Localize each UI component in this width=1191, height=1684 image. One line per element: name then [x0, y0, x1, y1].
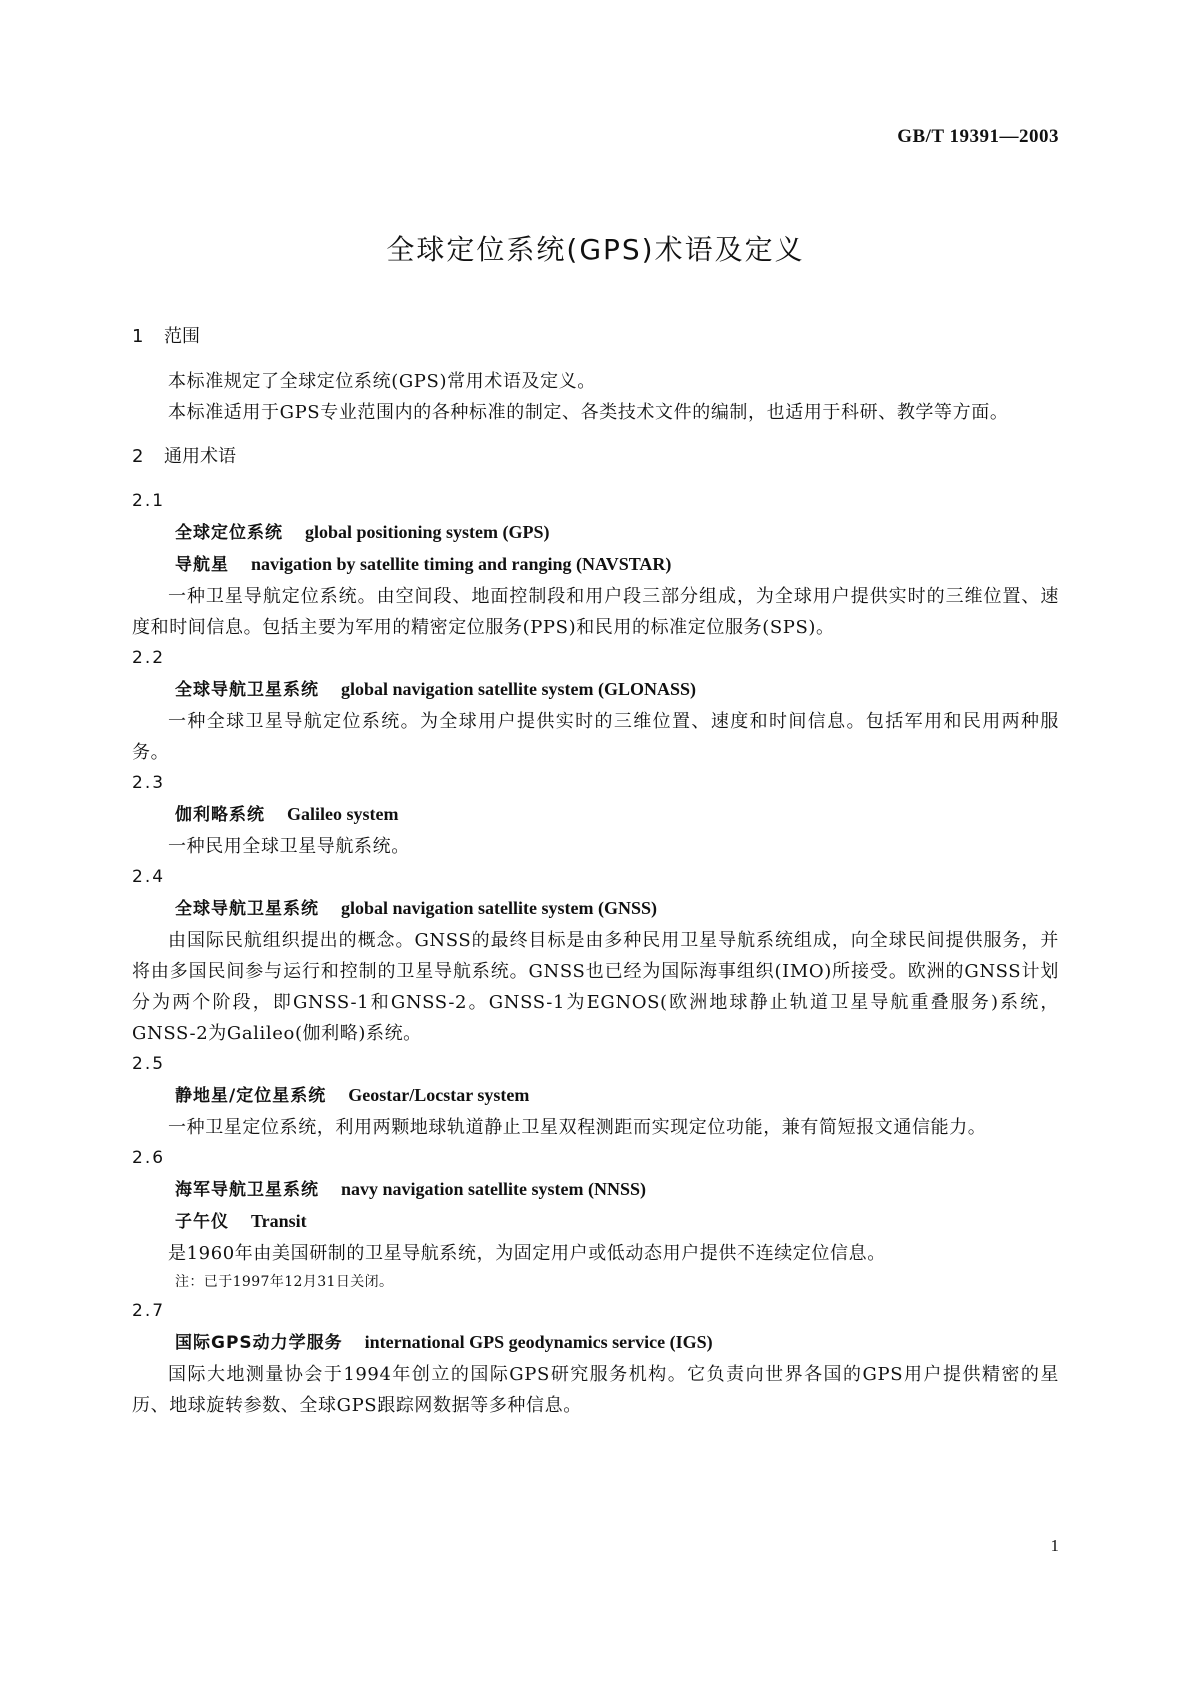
clause-number: 2.2 — [132, 648, 166, 668]
term-entry — [132, 799, 1059, 831]
term-definition: 一种全球卫星导航定位系统。为全球用户提供实时的三维位置、速度和时间信息。包括军用和民用两种服务。 — [132, 711, 1059, 763]
term-en: Geostar/Locstar system — [348, 1085, 530, 1105]
term-entry — [132, 1327, 1059, 1359]
term-entry — [132, 674, 1059, 706]
section-title: 通用术语 — [164, 446, 236, 467]
clause-2-5 — [132, 1049, 1059, 1143]
term-en: global navigation satellite system (GNSS) — [341, 898, 658, 918]
term-zh: 全球导航卫星系统 — [175, 899, 319, 919]
term-entry — [132, 549, 1059, 581]
clause-2-7 — [132, 1296, 1059, 1421]
clause-number: 2.5 — [132, 1054, 166, 1074]
clause-number: 2.7 — [132, 1301, 166, 1321]
term-definition: 一种卫星定位系统，利用两颗地球轨道静止卫星双程测距而实现定位功能，兼有简短报文通信能力。 — [168, 1117, 987, 1138]
term-en: global navigation satellite system (GLONASS) — [341, 679, 697, 699]
standard-code: GB/T 19391—2003 — [897, 126, 1059, 147]
term-definition: 是1960年由美国研制的卫星导航系统，为固定用户或低动态用户提供不连续定位信息。 — [168, 1243, 886, 1264]
term-entry — [132, 893, 1059, 925]
term-zh: 全球定位系统 — [175, 523, 283, 543]
term-zh: 子午仪 — [175, 1212, 229, 1232]
term-entry — [132, 1080, 1059, 1112]
document-title: 全球定位系统(GPS)术语及定义 — [386, 233, 805, 266]
term-note: 注：已于1997年12月31日关闭。 — [175, 1274, 394, 1290]
section-heading-general-terms — [132, 444, 1059, 470]
clause-number: 2.3 — [132, 773, 166, 793]
paragraph: 本标准适用于GPS专业范围内的各种标准的制定、各类技术文件的编制，也适用于科研、教学等方面。 — [168, 402, 1009, 423]
term-definition: 一种民用全球卫星导航系统。 — [168, 836, 410, 857]
page-number: 1 — [1050, 1536, 1059, 1555]
clause-2-4 — [132, 862, 1059, 1049]
term-zh: 海军导航卫星系统 — [175, 1180, 319, 1200]
term-zh: 伽利略系统 — [175, 805, 265, 825]
clause-2-6 — [132, 1143, 1059, 1296]
section-title: 范围 — [164, 326, 200, 347]
section-number: 1 — [132, 326, 144, 347]
clause-number: 2.6 — [132, 1148, 166, 1168]
term-en: navigation by satellite timing and ranging (NAVSTAR) — [251, 554, 672, 574]
term-zh: 全球导航卫星系统 — [175, 680, 319, 700]
term-en: Transit — [251, 1211, 307, 1231]
clause-number: 2.1 — [132, 491, 166, 511]
term-zh: 静地星/定位星系统 — [175, 1086, 327, 1106]
term-definition: 一种卫星导航定位系统。由空间段、地面控制段和用户段三部分组成，为全球用户提供实时的三维位置、速度和时间信息。包括主要为军用的精密定位服务(PPS)和民用的标准定位服务(SPS)。 — [132, 586, 1059, 638]
term-entry — [132, 517, 1059, 549]
term-zh: 导航星 — [175, 555, 229, 575]
term-en: international GPS geodynamics service (IGS) — [364, 1332, 713, 1352]
document-body — [132, 324, 1059, 1421]
term-zh: 国际GPS动力学服务 — [175, 1333, 343, 1353]
clause-2-3 — [132, 768, 1059, 862]
term-en: Galileo system — [287, 804, 399, 824]
section-number: 2 — [132, 446, 144, 467]
clause-number: 2.4 — [132, 867, 166, 887]
section-heading-scope — [132, 324, 1059, 350]
paragraph: 本标准规定了全球定位系统(GPS)常用术语及定义。 — [168, 371, 596, 392]
term-entry — [132, 1206, 1059, 1238]
term-definition: 由国际民航组织提出的概念。GNSS的最终目标是由多种民用卫星导航系统组成，向全球民间提供服务，并将由多国民间参与运行和控制的卫星导航系统。GNSS也已经为国际海事组织(IMO)所接受。欧洲的GNSS计划分为两个阶段，即GNSS-1和GNSS-2。GNSS-1为EGNOS(欧洲地球静止轨道卫星导航重叠服务)系统，GNSS-2为Galileo(伽利略)系统。 — [132, 930, 1059, 1044]
term-en: navy navigation satellite system (NNSS) — [341, 1179, 646, 1199]
term-en: global positioning system (GPS) — [305, 522, 550, 542]
term-definition: 国际大地测量协会于1994年创立的国际GPS研究服务机构。它负责向世界各国的GPS用户提供精密的星历、地球旋转参数、全球GPS跟踪网数据等多种信息。 — [132, 1364, 1059, 1416]
clause-2-2 — [132, 643, 1059, 768]
term-entry — [132, 1174, 1059, 1206]
clause-2-1 — [132, 486, 1059, 643]
